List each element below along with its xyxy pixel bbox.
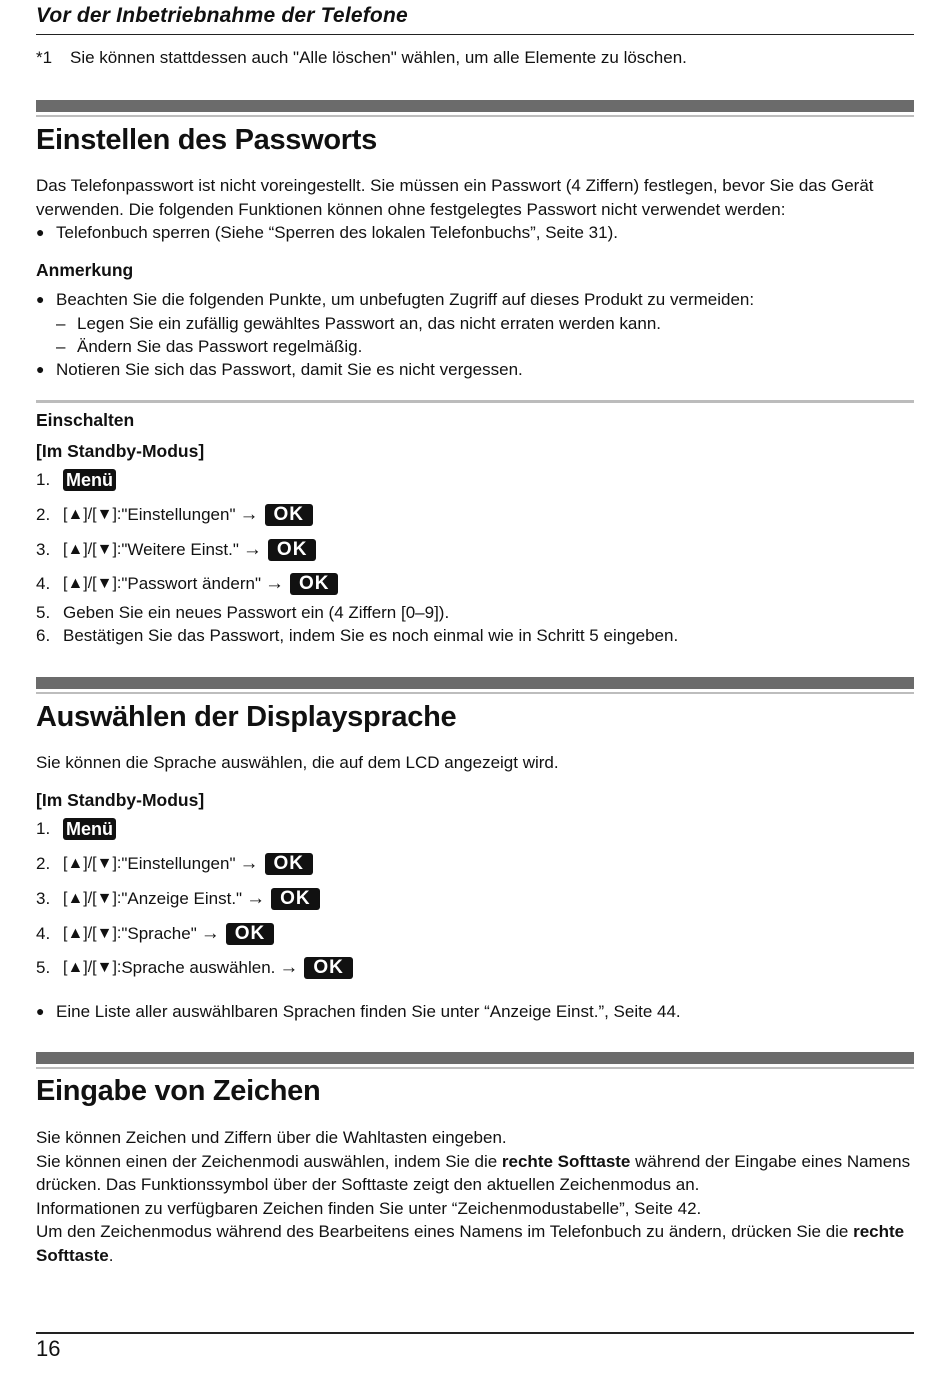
nav-keys: [▲]/[▼]:	[63, 925, 122, 942]
page-number: 16	[36, 1336, 61, 1361]
section-title-language: Auswählen der Displaysprache	[36, 701, 457, 733]
dash-icon: –	[56, 337, 66, 356]
bullet-text: Beachten Sie die folgenden Punkte, um unbefugten Zugriff auf dieses Produkt zu vermeiden:	[56, 290, 755, 309]
section-title-chars: Eingabe von Zeichen	[36, 1075, 321, 1107]
password-step-6: 6. Bestätigen Sie das Passwort, indem Sie es noch einmal wie in Schritt 5 eingeben.	[36, 626, 679, 645]
bullet-icon: ●	[36, 291, 45, 307]
arrow-right-icon: →	[246, 888, 266, 909]
chars-line-3: Informationen zu verfügbaren Zeichen finden Sie unter “Zeichenmodustabelle”, Seite 42.	[36, 1198, 702, 1218]
chars-line-1: Sie können Zeichen und Ziffern über die Wahltasten eingeben.	[36, 1128, 507, 1147]
password-step-3: 3. [▲]/[▼]: "Weitere Einst." → OK	[36, 538, 914, 562]
footnote-text: Sie können stattdessen auch "Alle löschen" wählen, um alle Elemente zu löschen.	[70, 48, 687, 67]
bullet-text: Telefonbuch sperren (Siehe “Sperren des lokalen Telefonbuchs”, Seite 31).	[56, 223, 618, 242]
section-divider-language	[36, 677, 914, 694]
ok-key-icon: OK	[265, 853, 314, 875]
menu-key-icon: Menü	[63, 818, 116, 840]
section-divider-password	[36, 100, 914, 117]
nav-keys: [▲]/[▼]:	[63, 855, 122, 872]
chars-text	[36, 1126, 914, 1267]
arrow-right-icon: →	[239, 853, 259, 874]
section-title-password: Einstellen des Passworts	[36, 124, 377, 156]
ok-key-icon: OK	[304, 957, 353, 979]
arrow-right-icon: →	[279, 957, 299, 978]
bullet-text: Notieren Sie sich das Passwort, damit Sie es nicht vergessen.	[56, 360, 523, 379]
footer-rule	[36, 1332, 914, 1334]
dash-text: Ändern Sie das Passwort regelmäßig.	[77, 337, 363, 356]
language-step-2: 2. [▲]/[▼]: "Einstellungen" → OK	[36, 852, 914, 876]
password-step-5: 5. Geben Sie ein neues Passwort ein (4 Ziffern [0–9]).	[36, 603, 450, 622]
sub-divider	[36, 400, 914, 403]
note-heading: Anmerkung	[36, 260, 134, 280]
nav-keys: [▲]/[▼]:	[63, 506, 122, 523]
chars-line-4: Um den Zeichenmodus während des Bearbeitens eines Namens im Telefonbuch zu ändern, drücken Sie die rechte Softtaste.	[36, 1222, 905, 1265]
arrow-right-icon: →	[200, 923, 220, 944]
section-divider-chars	[36, 1052, 914, 1069]
ok-key-icon: OK	[271, 888, 320, 910]
note-bullet-1	[36, 288, 914, 312]
ok-key-icon: OK	[268, 539, 317, 561]
nav-keys: [▲]/[▼]:	[63, 541, 122, 558]
password-step-2: 2. [▲]/[▼]: "Einstellungen" → OK	[36, 503, 914, 527]
footnote-mark: *1	[36, 48, 53, 67]
language-intro: Sie können die Sprache auswählen, die auf dem LCD angezeigt wird.	[36, 753, 559, 772]
note-dash-1	[36, 312, 934, 336]
language-step-1: 1. Menü	[36, 817, 914, 841]
bullet-icon: ●	[36, 224, 45, 240]
dash-text: Legen Sie ein zufällig gewähltes Passwort an, das nicht erraten werden kann.	[77, 314, 662, 333]
password-intro-bullet	[36, 221, 914, 245]
dash-icon: –	[56, 314, 66, 333]
language-step-4: 4. [▲]/[▼]: "Sprache" → OK	[36, 922, 914, 946]
ok-key-icon: OK	[226, 923, 275, 945]
note-dash-2	[36, 335, 934, 359]
nav-keys: [▲]/[▼]:	[63, 575, 122, 592]
nav-keys: [▲]/[▼]:	[63, 959, 122, 976]
password-step-1: 1. Menü	[36, 468, 914, 492]
ok-key-icon: OK	[265, 504, 314, 526]
password-step-4: 4. [▲]/[▼]: "Passwort ändern" → OK	[36, 572, 914, 596]
bullet-icon: ●	[36, 1003, 45, 1019]
mode-label-language: [Im Standby-Modus]	[36, 790, 205, 810]
note-bullet-2	[36, 358, 914, 382]
password-intro: Das Telefonpasswort ist nicht voreingestellt. Sie müssen ein Passwort (4 Ziffern) festlegen, bevor Sie das Gerät verwenden. Die folgenden Funktionen können ohne festgelegtes Passwort nicht verwendet werden:	[36, 176, 874, 219]
language-bullet	[36, 1000, 914, 1024]
bullet-icon: ●	[36, 361, 45, 377]
chars-line-2: Sie können einen der Zeichenmodi auswählen, indem Sie die rechte Softtaste während der Eingabe eines Namens drücken. Das Funktionssymbol über der Softtaste zeigt den aktuellen Zeichenmodus an.	[36, 1151, 911, 1194]
language-step-5: 5. [▲]/[▼]: Sprache auswählen. → OK	[36, 956, 914, 980]
nav-keys: [▲]/[▼]:	[63, 890, 122, 907]
bullet-text: Eine Liste aller auswählbaren Sprachen finden Sie unter “Anzeige Einst.”, Seite 44.	[56, 1002, 681, 1021]
arrow-right-icon: →	[242, 539, 262, 560]
arrow-right-icon: →	[239, 504, 259, 525]
menu-key-icon: Menü	[63, 469, 116, 491]
running-header: Vor der Inbetriebnahme der Telefone	[36, 4, 914, 35]
footnote	[36, 48, 914, 68]
language-step-3: 3. [▲]/[▼]: "Anzeige Einst." → OK	[36, 887, 914, 911]
arrow-right-icon: →	[264, 573, 284, 594]
ok-key-icon: OK	[290, 573, 339, 595]
mode-label-password: [Im Standby-Modus]	[36, 441, 205, 461]
sub-heading-einschalten: Einschalten	[36, 410, 135, 430]
